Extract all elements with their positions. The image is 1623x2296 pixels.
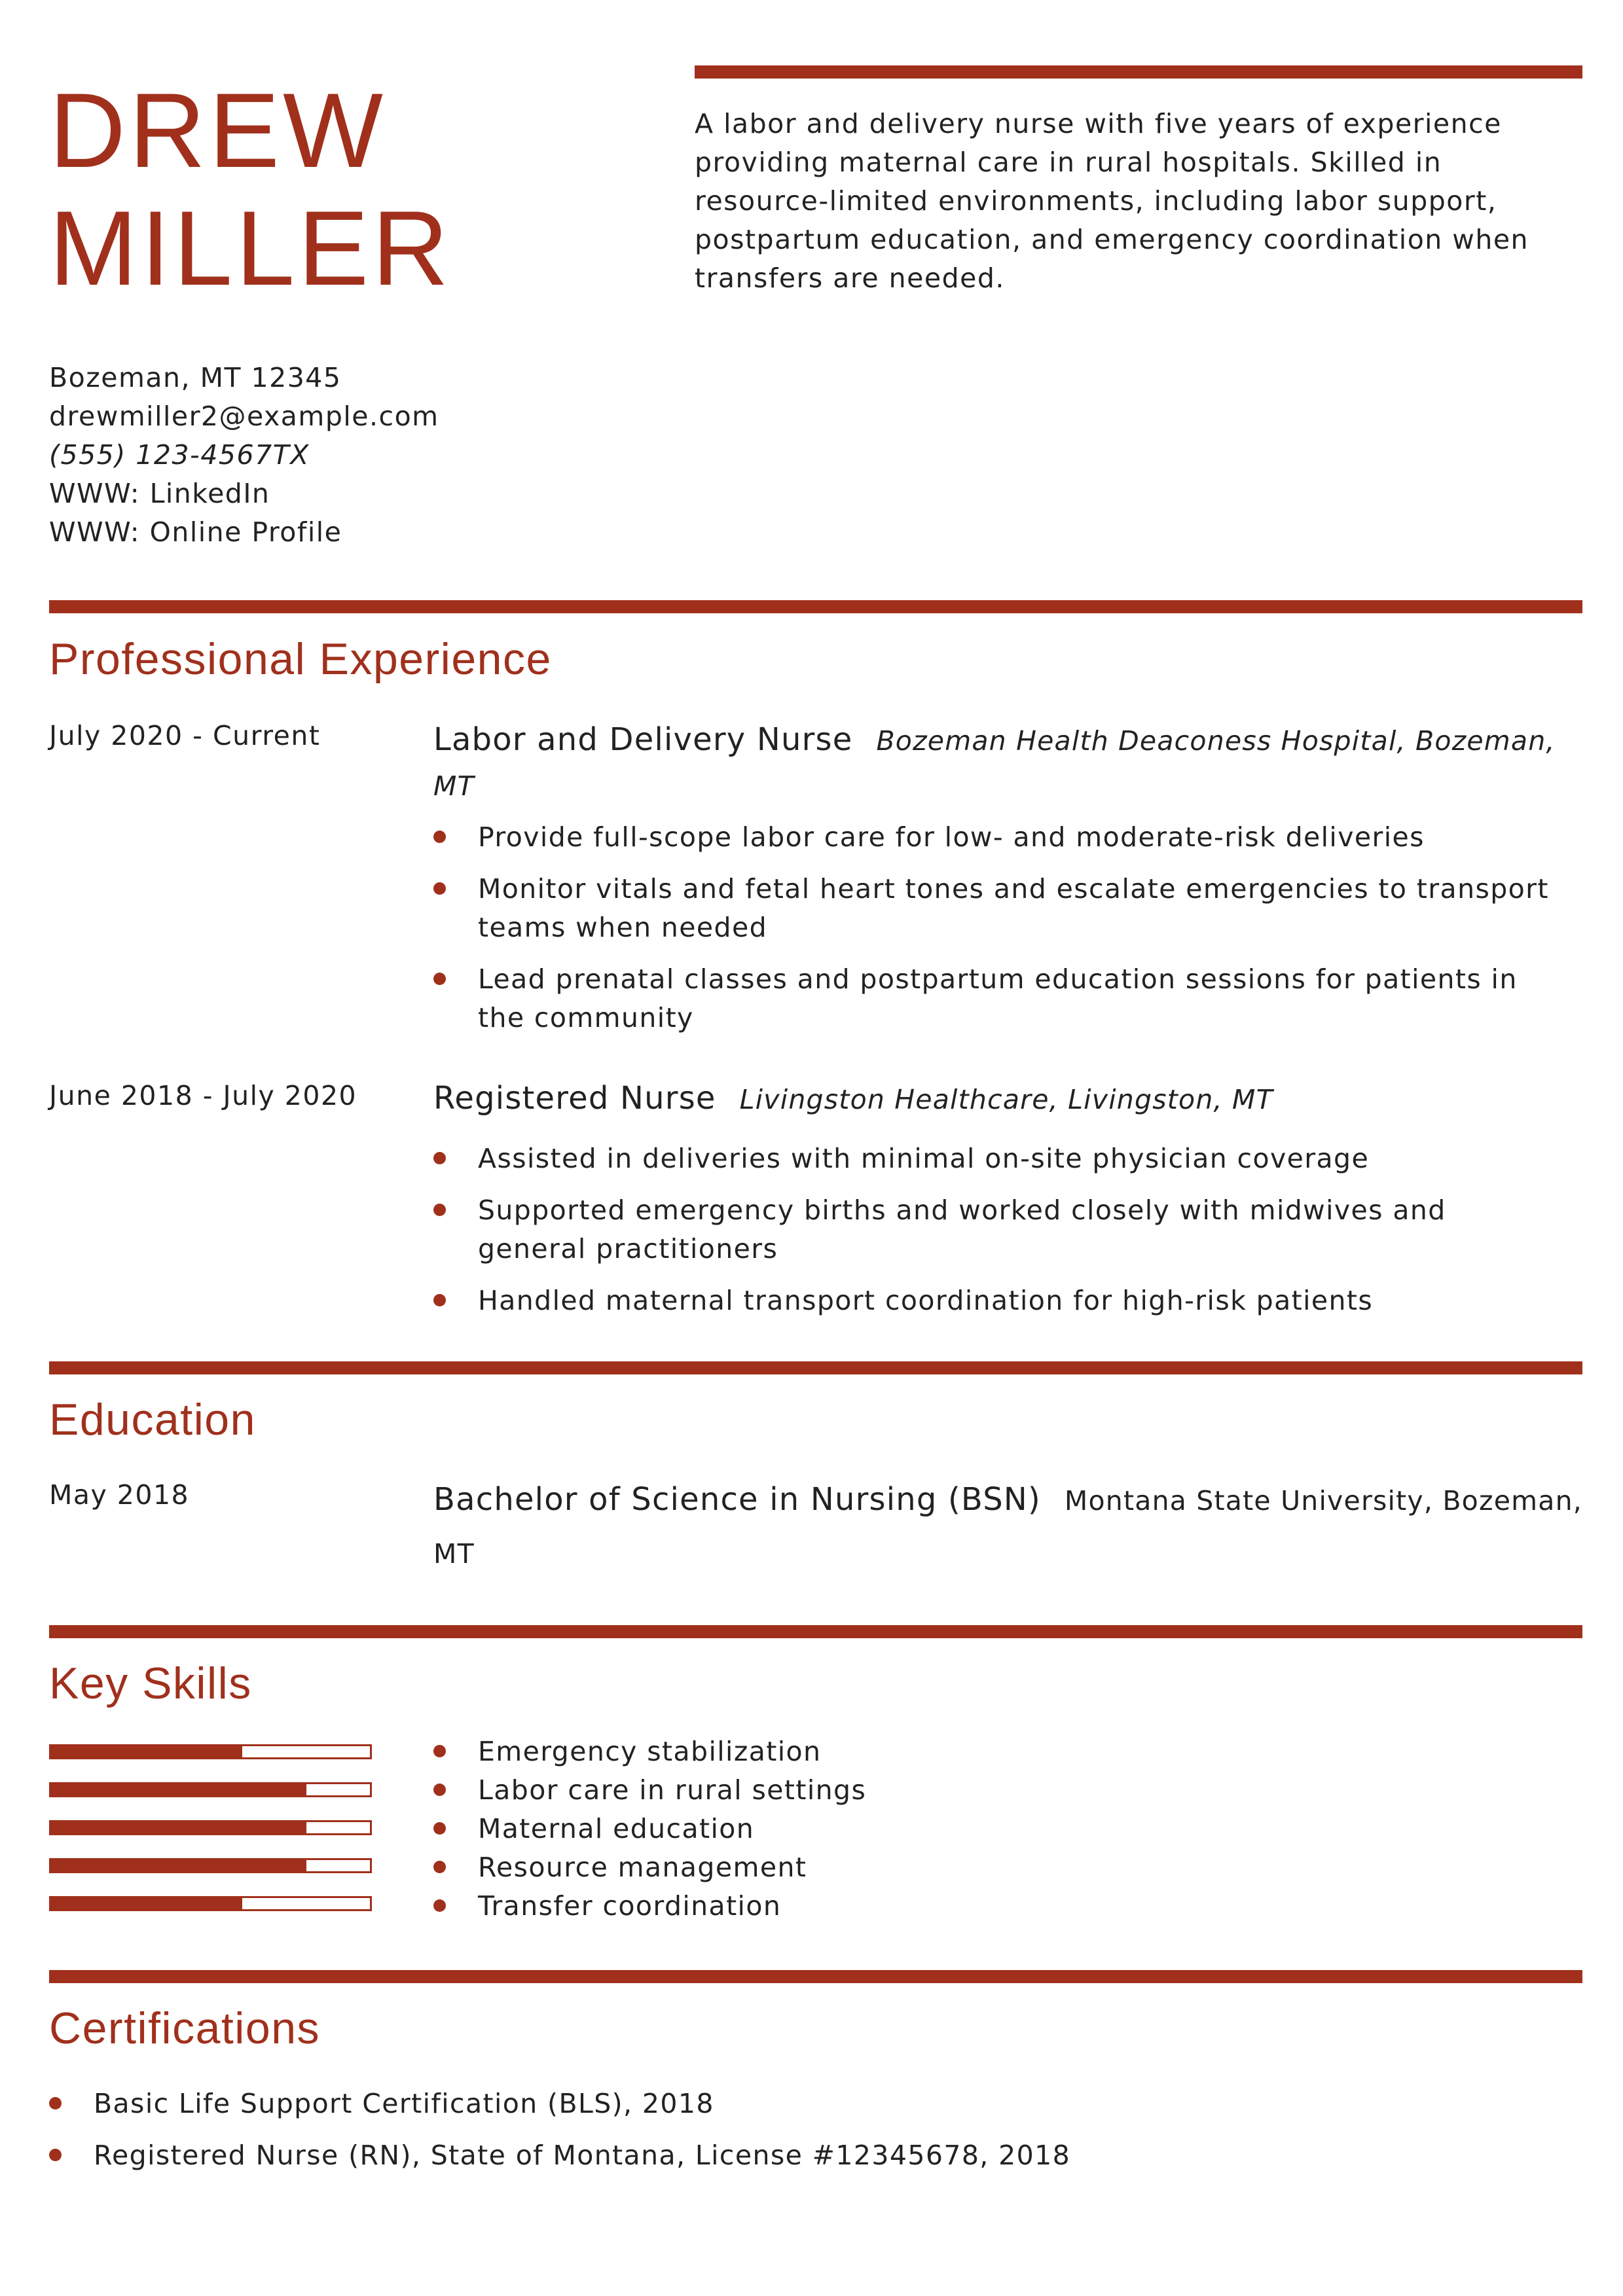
bullet-icon	[433, 973, 446, 985]
phone: (555) 123-4567TX	[49, 439, 310, 471]
experience-section-title: Professional Experience	[49, 634, 552, 684]
last-name: MILLER	[49, 189, 452, 308]
bullet-icon	[433, 831, 446, 843]
list-item: Basic Life Support Certification (BLS), 2018	[49, 2085, 1555, 2123]
job-dates: June 2018 - July 2020	[49, 1080, 357, 1111]
list-item: Lead prenatal classes and postpartum education sessions for patients in the community	[433, 960, 1559, 1037]
bullet-icon	[433, 1152, 446, 1164]
job-dates: July 2020 - Current	[49, 720, 321, 751]
school: Montana State University, Bozeman, MT	[433, 1485, 1582, 1570]
job-title: Registered Nurse	[433, 1080, 716, 1117]
list-item: Registered Nurse (RN), State of Montana, License #12345678, 2018	[49, 2136, 1555, 2175]
header-divider	[695, 65, 1582, 79]
certification-list	[49, 2085, 1555, 2188]
skill-level-bar	[49, 1896, 372, 1911]
bullet-icon	[433, 1861, 446, 1873]
bullet-icon	[49, 2149, 62, 2161]
address: Bozeman, MT 12345	[49, 362, 342, 393]
list-item: Supported emergency births and worked closely with midwives and general practitioners	[433, 1191, 1559, 1268]
list-item: Transfer coordination	[433, 1887, 1350, 1926]
degree: Bachelor of Science in Nursing (BSN)	[433, 1481, 1041, 1518]
education-header	[433, 1476, 1582, 1583]
job-company: Bozeman Health Deaconess Hospital, Bozeman, MT	[433, 725, 1556, 802]
skill-list	[433, 1732, 1350, 1926]
education-divider	[49, 1361, 1582, 1374]
skills-section-title: Key Skills	[49, 1659, 252, 1708]
experience-divider	[49, 600, 1582, 613]
linkedin-link[interactable]: WWW: LinkedIn	[49, 478, 270, 509]
skill-level-bar	[49, 1820, 372, 1835]
certifications-section-title: Certifications	[49, 2003, 321, 2053]
skills-divider	[49, 1625, 1582, 1638]
skill-level-bar	[49, 1858, 372, 1873]
job-bullets	[433, 818, 1559, 1050]
candidate-name	[49, 72, 452, 308]
list-item: Emergency stabilization	[433, 1732, 1350, 1771]
skill-level-bar	[49, 1744, 372, 1759]
list-item: Monitor vitals and fetal heart tones and escalate emergencies to transport teams when needed	[433, 870, 1559, 947]
certifications-divider	[49, 1970, 1582, 1983]
bullet-icon	[433, 1294, 446, 1306]
list-item: Handled maternal transport coordination for high-risk patients	[433, 1282, 1559, 1320]
bullet-icon	[433, 1822, 446, 1835]
skill-level-bar	[49, 1782, 372, 1797]
skill-level-fill	[51, 1784, 306, 1795]
bullet-icon	[49, 2097, 62, 2109]
summary: A labor and delivery nurse with five years of experience providing maternal care in rural hospitals. Skilled in resource-limited environments, including labor support, postpartum education, and emergency coordination when transfers are needed.	[695, 108, 1529, 294]
bullet-icon	[433, 1899, 446, 1912]
skill-level-fill	[51, 1898, 242, 1909]
education-section-title: Education	[49, 1395, 256, 1444]
job-bullets	[433, 1139, 1559, 1333]
list-item: Resource management	[433, 1848, 1350, 1887]
job-company: Livingston Healthcare, Livingston, MT	[739, 1084, 1273, 1115]
skill-level-fill	[51, 1822, 306, 1833]
skill-level-fill	[51, 1746, 242, 1757]
job-header	[433, 1079, 1582, 1125]
email: drewmiller2@example.com	[49, 401, 439, 432]
skill-level-fill	[51, 1860, 306, 1871]
bullet-icon	[433, 1784, 446, 1796]
contact-info	[49, 359, 439, 552]
bullet-icon	[433, 882, 446, 895]
job-header	[433, 720, 1582, 812]
list-item: Provide full-scope labor care for low- and moderate-risk deliveries	[433, 818, 1559, 857]
list-item: Maternal education	[433, 1810, 1350, 1848]
first-name: DREW	[49, 71, 386, 190]
bullet-icon	[433, 1204, 446, 1216]
list-item: Assisted in deliveries with minimal on-site physician coverage	[433, 1139, 1559, 1178]
online-profile-link[interactable]: WWW: Online Profile	[49, 516, 342, 548]
job-title: Labor and Delivery Nurse	[433, 721, 853, 758]
education-date: May 2018	[49, 1479, 190, 1511]
bullet-icon	[433, 1745, 446, 1757]
list-item: Labor care in rural settings	[433, 1771, 1350, 1810]
